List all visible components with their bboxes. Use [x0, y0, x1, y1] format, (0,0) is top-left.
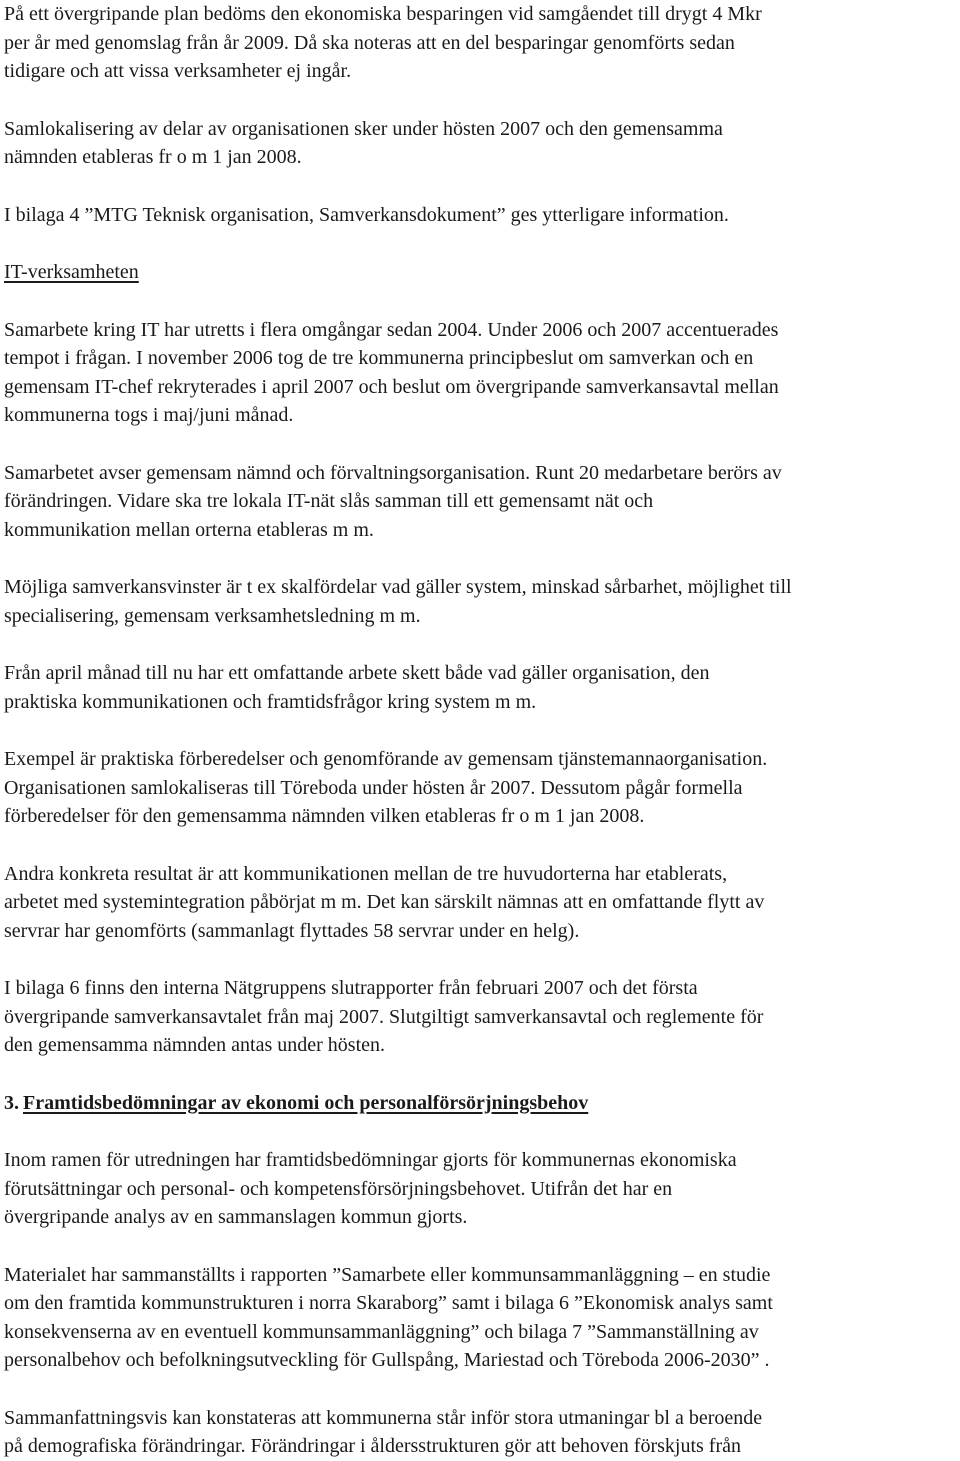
paragraph-it-work: [4, 659, 956, 716]
text-line: konsekvenserna av en eventuell kommunsammanläggning” och bilaga 7 ”Sammanställning av: [4, 1320, 759, 1343]
paragraph-colocation: [4, 115, 956, 172]
paragraph-it-scope: [4, 459, 956, 545]
paragraph-it-gains: [4, 573, 956, 630]
text-line: per år med genomslag från år 2009. Då ska noteras att en del besparingar genomförts sedan: [4, 31, 735, 54]
text-line: den gemensamma nämnden antas under hösten.: [4, 1034, 385, 1056]
text-line: på demografiska förändringar. Förändringar i åldersstrukturen gör att behoven förskjuts från: [4, 1435, 741, 1457]
paragraph-gap: [4, 630, 956, 659]
text-line: På ett övergripande plan bedöms den ekonomiska besparingen vid samgåendet till drygt 4 Mkr: [4, 3, 762, 25]
document-page: [4, 0, 956, 1461]
text-line: kommunikation mellan orterna etableras m m.: [4, 518, 374, 541]
text-line: övergripande samverkansavtalet från maj 2007. Slutgiltigt samverkansavtal och reglemente för: [4, 1005, 764, 1028]
text-line: praktiska kommunikationen och framtidsfrågor kring system m m.: [4, 690, 537, 713]
section-3-heading: [4, 1089, 956, 1118]
text-line: förutsättningar och personal- och kompetensförsörjningsbehovet. Utifrån det har en: [4, 1177, 673, 1200]
paragraph-appendix-4: [4, 201, 956, 230]
text-line: Organisationen samlokaliseras till Töreboda under hösten år 2007. Dessutom pågår formella: [4, 776, 743, 799]
text-line: Samarbete kring IT har utretts i flera omgångar sedan 2004. Under 2006 och 2007 accentuerades: [4, 318, 779, 341]
text-line: Samlokalisering av delar av organisationen sker under hösten 2007 och den gemensamma: [4, 117, 723, 140]
subheading-it-label: IT-verksamheten: [4, 261, 139, 283]
subheading-it: [4, 258, 956, 287]
section-number: 3.: [4, 1091, 19, 1114]
text-line: förändringen. Vidare ska tre lokala IT-nät slås samman till ett gemensamt nät och: [4, 490, 654, 512]
text-line: specialisering, gemensam verksamhetsledning m m.: [4, 604, 421, 627]
text-line: personalbehov och befolkningsutveckling för Gullspång, Mariestad och Töreboda 2006-2030” .: [4, 1349, 770, 1371]
text-line: nämnden etableras fr o m 1 jan 2008.: [4, 146, 302, 168]
text-line: Exempel är praktiska förberedelser och genomförande av gemensam tjänstemannaorganisation.: [4, 748, 768, 770]
paragraph-gap: [4, 945, 956, 974]
text-line: tempot i frågan. I november 2006 tog de tre kommunerna principbeslut om samverkan och en: [4, 347, 754, 369]
paragraph-gap: [4, 716, 956, 745]
text-line: gemensam IT-chef rekryterades i april 2007 och beslut om övergripande samverkansavtal mellan: [4, 375, 779, 398]
paragraph-gap: [4, 86, 956, 115]
paragraph-gap: [4, 430, 956, 459]
text-line: tidigare och att vissa verksamheter ej ingår.: [4, 60, 352, 82]
text-line: Sammanfattningsvis kan konstateras att kommunerna står inför stora utmaningar bl a beroende: [4, 1406, 763, 1429]
paragraph-gap: [4, 1060, 956, 1089]
paragraph-gap: [4, 172, 956, 201]
text-line: arbetet med systemintegration påbörjat m m. Det kan särskilt nämnas att en omfattande flytt av: [4, 891, 765, 913]
text-line: förberedelser för den gemensamma nämnden vilken etableras fr o m 1 jan 2008.: [4, 805, 645, 827]
text-line: Möjliga samverkansvinster är t ex skalfördelar vad gäller system, minskad sårbarhet, möjlighet till: [4, 576, 792, 598]
text-line: I bilaga 4 ”MTG Teknisk organisation, Samverkansdokument” ges ytterligare information.: [4, 203, 729, 226]
paragraph-material: [4, 1261, 956, 1375]
paragraph-gap: [4, 229, 956, 258]
text-line: Materialet har sammanställts i rapporten ”Samarbete eller kommunsammanläggning – en studie: [4, 1263, 771, 1286]
paragraph-it-results: [4, 860, 956, 946]
paragraph-appendix-6: [4, 974, 956, 1060]
text-line: Inom ramen för utredningen har framtidsbedömningar gjorts för kommunernas ekonomiska: [4, 1149, 737, 1171]
paragraph-gap: [4, 1232, 956, 1261]
text-line: Andra konkreta resultat är att kommunikationen mellan de tre huvudorterna har etablerats,: [4, 862, 728, 885]
paragraph-summary: [4, 1404, 956, 1461]
paragraph-savings: [4, 0, 956, 86]
paragraph-gap: [4, 1117, 956, 1146]
text-line: om den framtida kommunstrukturen i norra Skaraborg” samt i bilaga 6 ”Ekonomisk analys samt: [4, 1292, 773, 1314]
paragraph-it-examples: [4, 745, 956, 831]
paragraph-gap: [4, 1375, 956, 1404]
paragraph-gap: [4, 544, 956, 573]
paragraph-it-cooperation: [4, 316, 956, 430]
paragraph-gap: [4, 831, 956, 860]
text-line: servrar har genomförts (sammanlagt flyttades 58 servrar under en helg).: [4, 919, 580, 942]
paragraph-gap: [4, 287, 956, 316]
text-line: I bilaga 6 finns den interna Nätgruppens slutrapporter från februari 2007 och det första: [4, 977, 698, 999]
paragraph-forecasts: [4, 1146, 956, 1232]
text-line: kommunerna togs i maj/juni månad.: [4, 404, 294, 426]
text-line: Samarbetet avser gemensam nämnd och förvaltningsorganisation. Runt 20 medarbetare berörs av: [4, 461, 782, 484]
text-line: övergripande analys av en sammanslagen kommun gjorts.: [4, 1206, 468, 1228]
section-title: Framtidsbedömningar av ekonomi och personalförsörjningsbehov: [23, 1091, 589, 1114]
text-line: Från april månad till nu har ett omfattande arbete skett både vad gäller organisation, den: [4, 662, 710, 684]
